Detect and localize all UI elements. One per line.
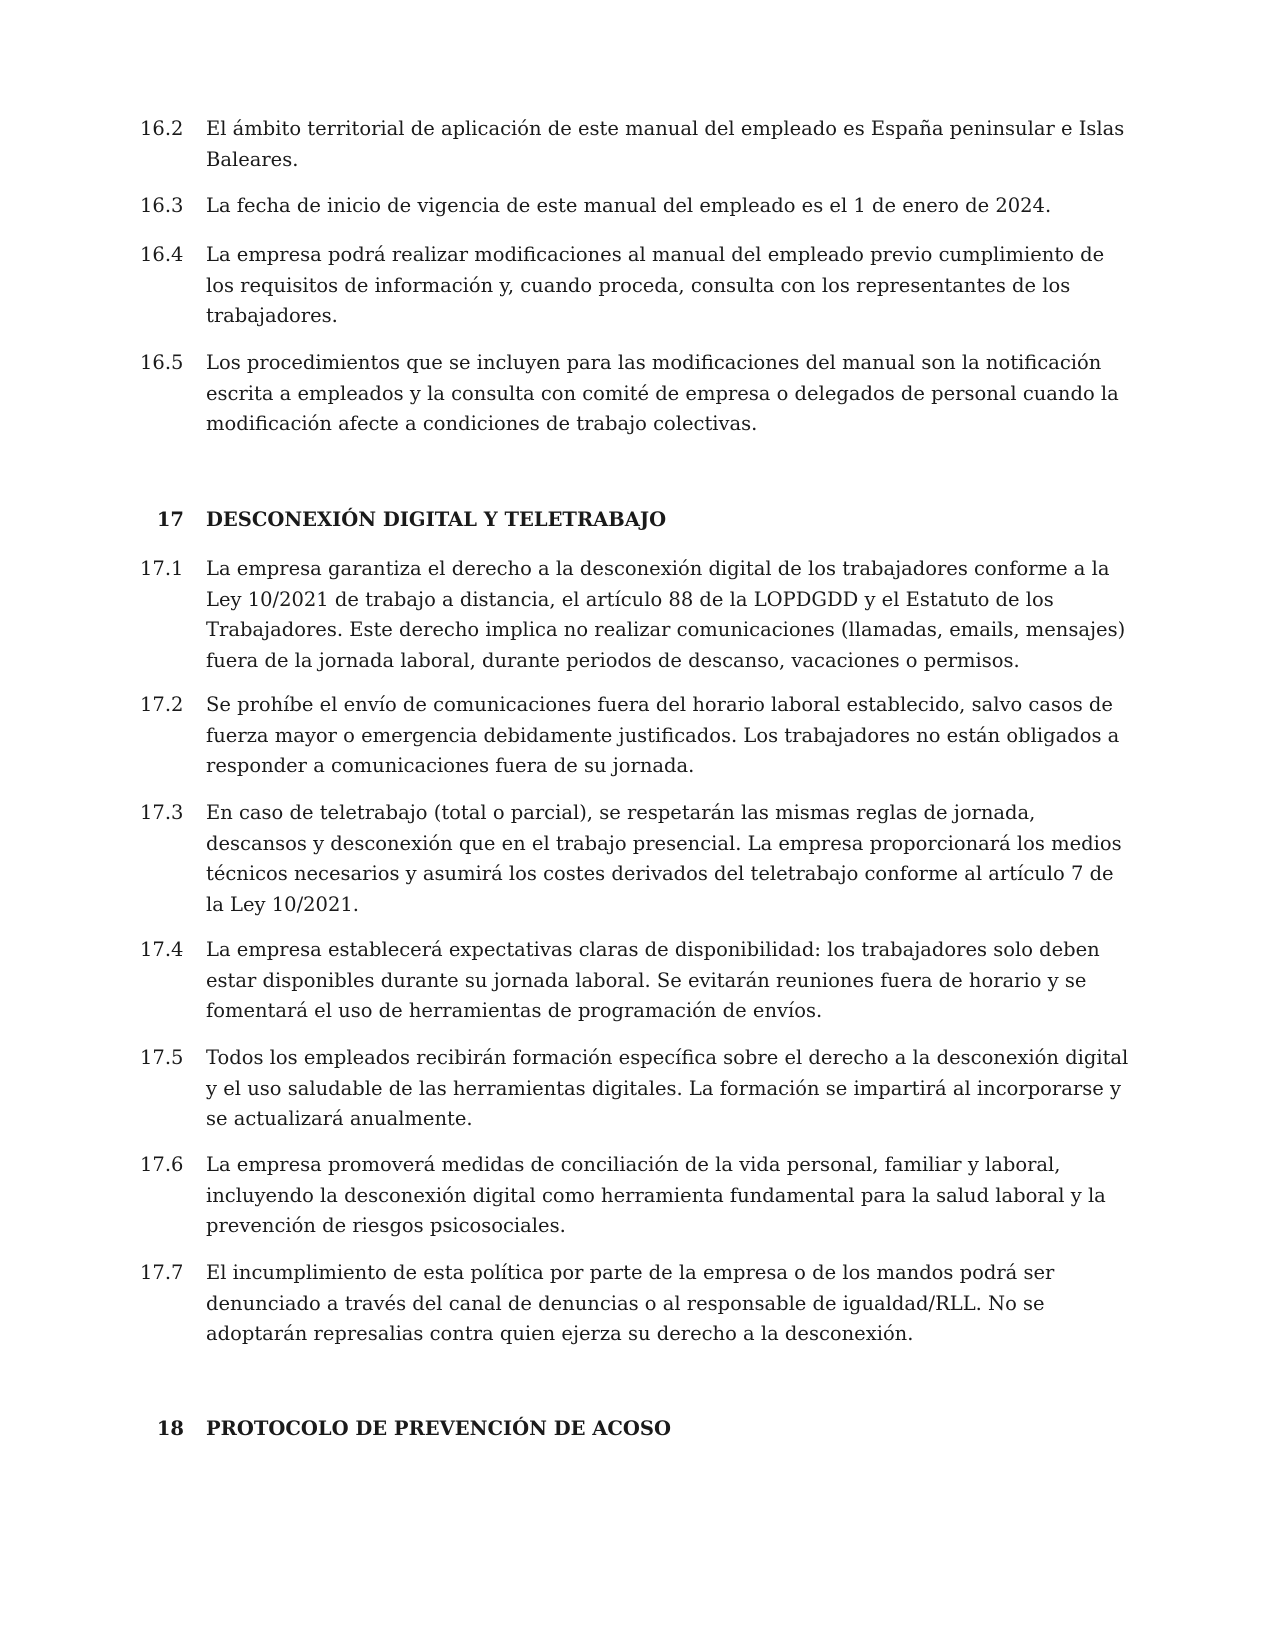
clause-17-3 — [140, 798, 1130, 920]
section-title: DESCONEXIÓN DIGITAL Y TELETRABAJO — [206, 508, 667, 531]
clause-text: En caso de teletrabajo (total o parcial), se respetarán las mismas reglas de jornada, descansos y desconexión que en el trabajo presencial. La empresa proporcionará los medios técnicos necesarios y asumirá los costes derivados del teletrabajo conforme al artículo 7 de la Ley 10/2021. — [206, 801, 1122, 916]
clause-text: Los procedimientos que se incluyen para las modificaciones del manual son la notificación escrita a empleados y la consulta con comité de empresa o delegados de personal cuando la modificación afecte a condiciones de trabajo colectivas. — [206, 351, 1119, 435]
clause-number: 16.2 — [140, 117, 184, 140]
clause-number: 16.4 — [140, 243, 184, 266]
section-number: 18 — [156, 1417, 184, 1440]
clause-16-5 — [140, 348, 1130, 440]
clause-17-7 — [140, 1258, 1130, 1350]
clause-17-4 — [140, 935, 1130, 1027]
clause-17-1 — [140, 554, 1130, 676]
clause-number: 17.5 — [140, 1046, 184, 1069]
clause-17-2 — [140, 690, 1130, 782]
clause-number: 17.6 — [140, 1153, 184, 1176]
clause-number: 17.1 — [140, 557, 184, 580]
clause-text: La empresa garantiza el derecho a la desconexión digital de los trabajadores conforme a la Ley 10/2021 de trabajo a distancia, el artículo 88 de la LOPDGDD y el Estatuto de los Trabajadores. Este derecho implica no realizar comunicaciones (llamadas, emails, mensajes) fuera de la jornada laboral, durante periodos de descanso, vacaciones o permisos. — [206, 557, 1126, 672]
section-title: PROTOCOLO DE PREVENCIÓN DE ACOSO — [206, 1417, 671, 1440]
clause-text: Todos los empleados recibirán formación específica sobre el derecho a la desconexión digital y el uso saludable de las herramientas digitales. La formación se impartirá al incorporarse y se actualizará anualmente. — [206, 1046, 1129, 1130]
clause-text: La empresa promoverá medidas de conciliación de la vida personal, familiar y laboral, incluyendo la desconexión digital como herramienta fundamental para la salud laboral y la prevención de riesgos psicosociales. — [206, 1153, 1106, 1237]
clause-17-6 — [140, 1150, 1130, 1242]
clause-text: El ámbito territorial de aplicación de este manual del empleado es España peninsular e Islas Baleares. — [206, 117, 1125, 171]
section-heading-18 — [140, 1414, 1130, 1445]
clause-number: 17.2 — [140, 693, 184, 716]
clause-number: 17.3 — [140, 801, 184, 824]
clause-16-4 — [140, 240, 1130, 332]
clause-17-5 — [140, 1043, 1130, 1135]
clause-number: 17.7 — [140, 1261, 184, 1284]
clause-16-2 — [140, 114, 1130, 175]
clause-text: La empresa establecerá expectativas claras de disponibilidad: los trabajadores solo deben estar disponibles durante su jornada laboral. Se evitarán reuniones fuera de horario y se fomentará el uso de herramientas de programación de envíos. — [206, 938, 1100, 1022]
clause-text: Se prohíbe el envío de comunicaciones fuera del horario laboral establecido, salvo casos de fuerza mayor o emergencia debidamente justificados. Los trabajadores no están obligados a responder a comunicaciones fuera de su jornada. — [206, 693, 1120, 777]
clause-number: 16.3 — [140, 194, 184, 217]
clause-number: 16.5 — [140, 351, 184, 374]
clause-16-3 — [140, 191, 1130, 222]
section-number: 17 — [156, 508, 184, 531]
clause-text: El incumplimiento de esta política por parte de la empresa o de los mandos podrá ser denunciado a través del canal de denuncias o al responsable de igualdad/RLL. No se adoptarán represalias contra quien ejerza su derecho a la desconexión. — [206, 1261, 1055, 1345]
section-heading-17 — [140, 505, 1130, 536]
clause-text: La fecha de inicio de vigencia de este manual del empleado es el 1 de enero de 2024. — [206, 194, 1052, 217]
clause-number: 17.4 — [140, 938, 184, 961]
clause-text: La empresa podrá realizar modificaciones al manual del empleado previo cumplimiento de los requisitos de información y, cuando proceda, consulta con los representantes de los trabajadores. — [206, 243, 1105, 327]
